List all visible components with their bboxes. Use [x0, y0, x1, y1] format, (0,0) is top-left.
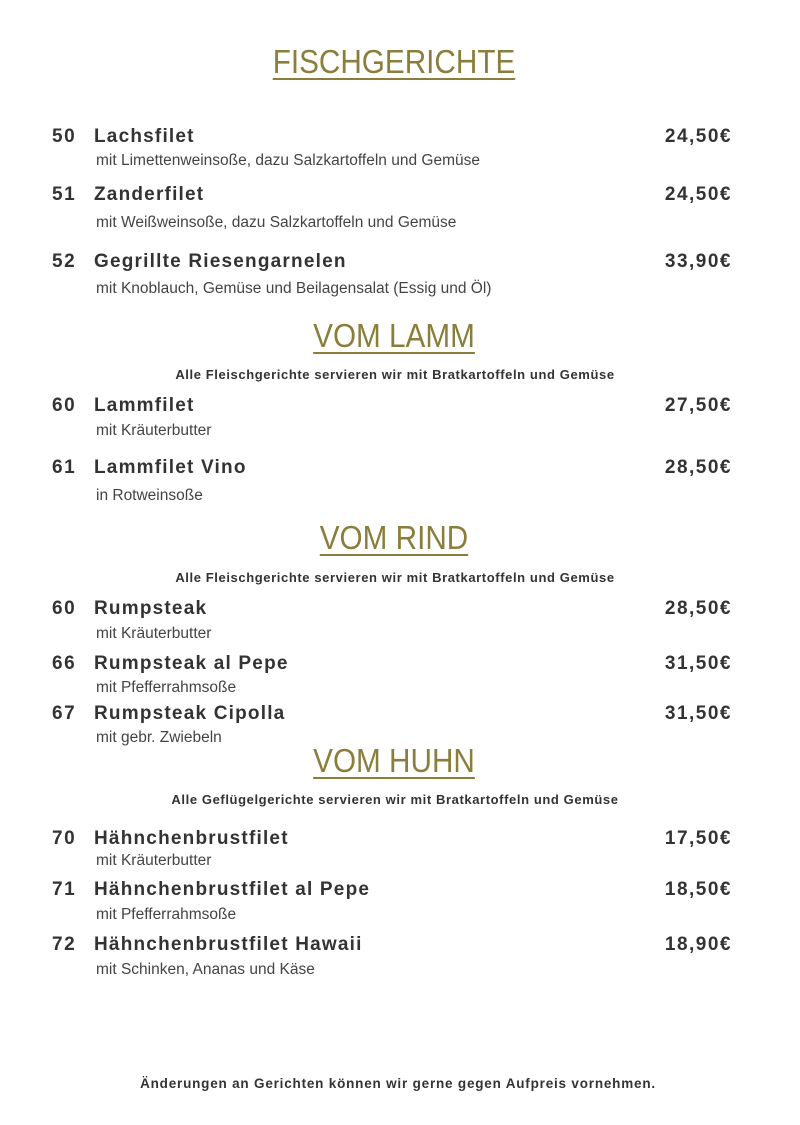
dish-number: 60 — [52, 598, 77, 619]
section-heading: VOM RIND — [319, 519, 469, 556]
dish-name: Lammfilet Vino — [94, 457, 247, 478]
dish-number: 67 — [52, 703, 77, 724]
dish-description: in Rotweinsoße — [96, 487, 203, 504]
footer-note: Änderungen an Gerichten können wir gerne gegen Aufpreis vornehmen. — [140, 1076, 656, 1091]
dish-price: 24,50€ — [664, 126, 732, 147]
dish-name: Hähnchenbrustfilet Hawaii — [94, 934, 363, 955]
dish-price: 28,50€ — [664, 457, 732, 478]
dish-price: 24,50€ — [664, 184, 732, 205]
dish-price: 18,50€ — [664, 879, 732, 900]
dish-number: 71 — [52, 879, 77, 900]
dish-number: 60 — [52, 395, 77, 416]
dish-number: 52 — [52, 251, 77, 272]
dish-name: Gegrillte Riesengarnelen — [94, 251, 347, 272]
dish-description: mit Schinken, Ananas und Käse — [96, 961, 315, 978]
dish-description: mit Knoblauch, Gemüse und Beilagensalat (Essig und Öl) — [96, 280, 492, 297]
dish-description: mit Weißweinsoße, dazu Salzkartoffeln und Gemüse — [96, 214, 457, 231]
dish-description: mit Kräuterbutter — [96, 625, 212, 642]
dish-price: 18,90€ — [664, 934, 732, 955]
dish-name: Rumpsteak — [94, 598, 208, 619]
section-heading: VOM HUHN — [313, 742, 475, 779]
dish-price: 28,50€ — [664, 598, 732, 619]
section-note: Alle Fleischgerichte servieren wir mit Bratkartoffeln und Gemüse — [175, 367, 615, 382]
dish-name: Lammfilet — [94, 395, 195, 416]
dish-number: 61 — [52, 457, 77, 478]
section-note: Alle Fleischgerichte servieren wir mit Bratkartoffeln und Gemüse — [175, 570, 615, 585]
dish-name: Zanderfilet — [94, 184, 205, 205]
dish-name: Hähnchenbrustfilet — [94, 828, 289, 849]
dish-price: 27,50€ — [664, 395, 732, 416]
dish-number: 70 — [52, 828, 77, 849]
dish-price: 17,50€ — [664, 828, 732, 849]
dish-description: mit gebr. Zwiebeln — [96, 729, 222, 746]
dish-name: Rumpsteak al Pepe — [94, 653, 289, 674]
section-heading: VOM LAMM — [313, 317, 475, 354]
dish-price: 31,50€ — [664, 653, 732, 674]
dish-description: mit Kräuterbutter — [96, 422, 212, 439]
dish-description: mit Limettenweinsoße, dazu Salzkartoffeln und Gemüse — [96, 152, 480, 169]
dish-price: 33,90€ — [664, 251, 732, 272]
dish-price: 31,50€ — [664, 703, 732, 724]
dish-number: 50 — [52, 126, 77, 147]
section-note: Alle Geflügelgerichte servieren wir mit Bratkartoffeln und Gemüse — [171, 792, 619, 807]
dish-description: mit Pfefferrahmsoße — [96, 679, 237, 696]
dish-number: 66 — [52, 653, 77, 674]
dish-name: Rumpsteak Cipolla — [94, 703, 286, 724]
dish-number: 51 — [52, 184, 77, 205]
dish-description: mit Kräuterbutter — [96, 852, 212, 869]
dish-description: mit Pfefferrahmsoße — [96, 906, 237, 923]
dish-name: Hähnchenbrustfilet al Pepe — [94, 879, 371, 900]
section-heading: FISCHGERICHTE — [272, 43, 516, 80]
dish-number: 72 — [52, 934, 77, 955]
dish-name: Lachsfilet — [94, 126, 195, 147]
